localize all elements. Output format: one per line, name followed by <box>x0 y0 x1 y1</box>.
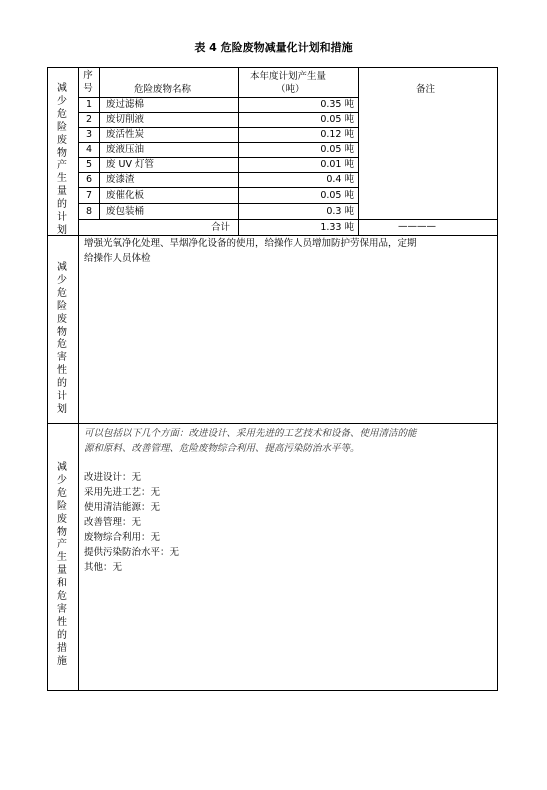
measures-intro-line2: 源和原料、改善管理、危险废物综合利用、提高污染防治水平等。 <box>84 443 360 454</box>
page-title: 表 4 危险废物减量化计划和措施 <box>194 41 353 54</box>
row-amount: 0.05 吨 <box>320 144 354 155</box>
row-amount: 0.05 吨 <box>320 114 354 125</box>
total-amount: 1.33 吨 <box>320 222 354 233</box>
section-label-reduce-generation: 减少危险废物产生量的计划 <box>57 83 67 236</box>
measure-item: 其他：无 <box>84 562 123 573</box>
row-amount: 0.35 吨 <box>320 99 354 110</box>
measures-intro-line1: 可以包括以下几个方面：改进设计、采用先进的工艺技术和设备、使用清洁的能 <box>84 428 417 439</box>
row-amount: 0.12 吨 <box>320 129 354 140</box>
section-label-measures: 减少危险废物产生量和危害性的措施 <box>57 462 67 667</box>
measure-item: 改进设计：无 <box>84 472 142 483</box>
row-amount: 0.01 吨 <box>320 159 354 170</box>
row-name: 废过滤棉 <box>106 99 145 110</box>
measure-item: 提供污染防治水平：无 <box>84 547 180 558</box>
header-name: 危险废物名称 <box>134 84 192 95</box>
row-amount: 0.05 吨 <box>320 190 354 201</box>
measure-item: 采用先进工艺：无 <box>84 487 161 498</box>
header-plan-line1: 本年度计划产生量 <box>250 71 327 82</box>
header-seq: 序号 <box>83 70 93 94</box>
row-name: 废包装桶 <box>106 206 145 217</box>
row-amount: 0.3 吨 <box>326 206 354 217</box>
row-name: 废切削液 <box>106 114 145 125</box>
total-label: 合计 <box>211 222 231 233</box>
row-number: 1 <box>85 99 93 110</box>
row-amount: 0.4 吨 <box>326 174 354 185</box>
row-name: 废液压油 <box>106 144 145 155</box>
row-number: 5 <box>85 159 93 170</box>
hazard-text-line2: 给操作人员体检 <box>84 253 151 264</box>
row-name: 废漆渣 <box>106 174 135 185</box>
header-remark: 备注 <box>416 84 436 95</box>
row-number: 2 <box>85 114 93 125</box>
row-name: 废 UV 灯管 <box>106 159 154 170</box>
header-plan-line2: （吨） <box>276 84 305 95</box>
row-number: 7 <box>85 190 93 201</box>
row-number: 8 <box>85 206 93 217</box>
row-name: 废催化板 <box>106 190 145 201</box>
measure-item: 废物综合利用：无 <box>84 532 161 543</box>
measure-item: 改善管理：无 <box>84 517 142 528</box>
measure-item: 使用清洁能源：无 <box>84 502 161 513</box>
section-label-reduce-hazard: 减少危险废物危害性的计划 <box>57 262 67 415</box>
total-remark: ———— <box>398 221 436 232</box>
hazard-text-line1: 增强光氧净化处理、旱烟净化设备的使用，给操作人员增加防护劳保用品，定期 <box>84 238 417 249</box>
row-number: 6 <box>85 174 93 185</box>
row-number: 3 <box>85 129 93 140</box>
row-name: 废活性炭 <box>106 129 145 140</box>
row-number: 4 <box>85 144 93 155</box>
